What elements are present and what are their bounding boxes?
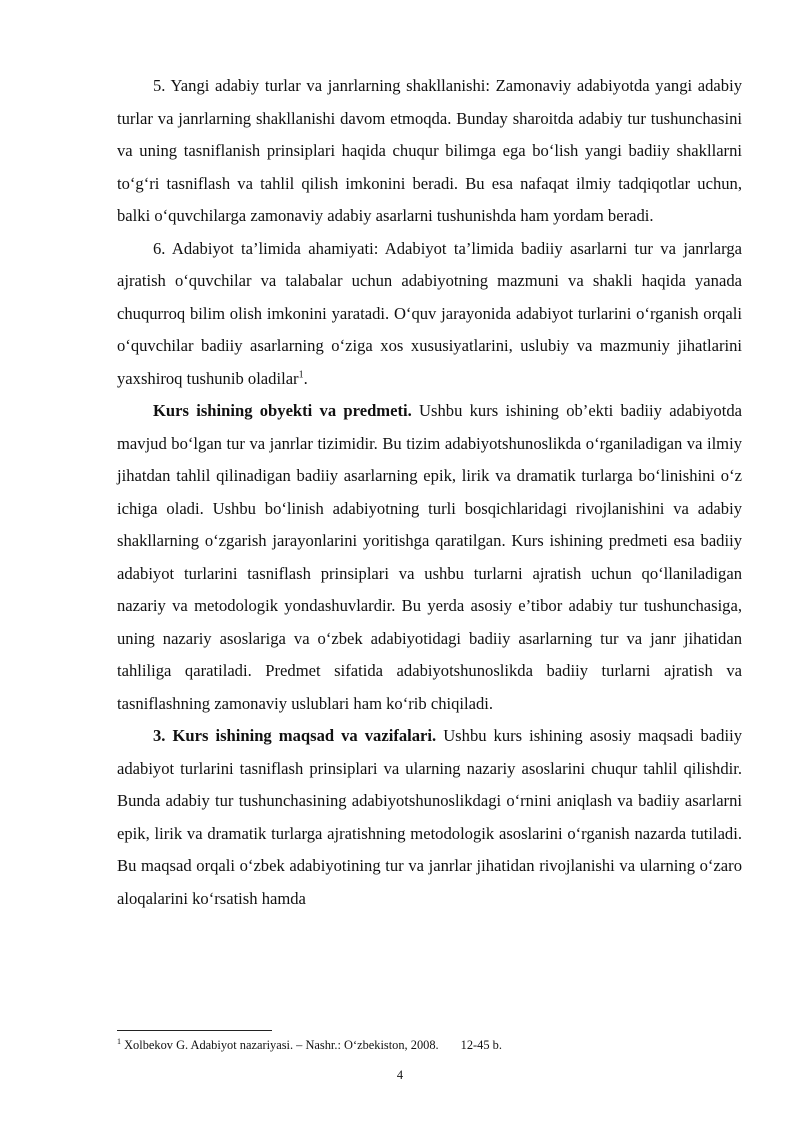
- footnote: [117, 1037, 742, 1053]
- body-text: [117, 70, 742, 915]
- paragraph-text: Ushbu kurs ishining asosiy maqsadi badiiy adabiyot turlarini tasniflash prinsiplari va ularning nazariy asoslarini chuqur tahlil qilishdir. Bunda adabiy tur tushunchasining adabiyotshunoslikdagi o‘rnini aniqlash va badiiy asarlarni epik, lirik va dramatik turlarga ajratishning metodologik asoslarini o‘rganish nazarda tutiladi. Bu maqsad orqali o‘zbek adabiyotining tur va janrlar jihatidan rivojlanishi va ularning o‘zaro aloqalarini ko‘rsatish hamda: [117, 726, 742, 908]
- paragraph-heading: Kurs ishining obyekti va predmeti.: [153, 401, 412, 420]
- paragraph-text: 6. Adabiyot ta’limida ahamiyati: Adabiyot ta’limida badiiy asarlarni tur va janrlarga ajratish o‘quvchilar va talabalar uchun adabiyotning mazmuni va shakli haqida yanada chuqurroq bilim olish imkonini yaratadi. O‘quv jarayonida adabiyot turlarini o‘rganish orqali o‘quvchilar badiiy asarlarning o‘ziga xos xususiyatlarini, uslubiy va mazmuniy jihatlarini yaxshiroq tushunib oladilar: [117, 238, 742, 388]
- footnote-text: Xolbekov G. Adabiyot nazariyasi. – Nashr.: O‘zbekiston, 2008.: [124, 1038, 439, 1052]
- paragraph-object-subject: [117, 395, 742, 720]
- paragraph-new-genres: [117, 70, 742, 233]
- paragraph-text: 5. Yangi adabiy turlar va janrlarning shakllanishi: Zamonaviy adabiyotda yangi adabiy turlar va janrlarning shakllanishi davom etmoqda. Bunday sharoitda adabiy tur tushunchasini va uning tasniflanish prinsiplari haqida chuqur bilimga ega bo‘lish yangi badiiy shakllarni to‘g‘ri tasniflash va tahlil qilish imkonini beradi. Bu esa nafaqat ilmiy tadqiqotlar uchun, balki o‘quvchilarga zamonaviy adabiy asarlarni tushunishda ham yordam beradi.: [117, 76, 742, 225]
- paragraph-education-importance: [117, 233, 742, 396]
- footnote-reference[interactable]: 1: [298, 368, 304, 380]
- page-number: 4: [396, 1068, 404, 1082]
- footnote-divider: [117, 1030, 272, 1031]
- footnote-marker: 1: [117, 1036, 121, 1046]
- footnote-pages: 12-45 b.: [460, 1038, 502, 1052]
- paragraph-heading: 3. Kurs ishining maqsad va vazifalari.: [153, 726, 437, 745]
- paragraph-tail: .: [303, 368, 308, 388]
- paragraph-goals-tasks: [117, 720, 742, 915]
- paragraph-text: Ushbu kurs ishining ob’ekti badiiy adabiyotda mavjud bo‘lgan tur va janrlar tizimidir. Bu tizim adabiyotshunoslikda o‘rganiladigan va ilmiy jihatdan tahlil qilinadigan badiiy asarlarning epik, lirik va dramatik turlarga bo‘linishini o‘z ichiga oladi. Ushbu bo‘linish adabiyotning turli bosqichlaridagi rivojlanishini va adabiy shakllarning o‘zgarish jarayonlarini yoritishga qaratilgan. Kurs ishining predmeti esa badiiy adabiyot turlarini tasniflash prinsiplari va ushbu turlarni ajratish uchun qo‘llaniladigan nazariy va metodologik yondashuvlardir. Bu yerda asosiy e’tibor adabiy tur tushunchasiga, uning nazariy asoslariga va o‘zbek adabiyotidagi badiiy asarlarning tur va janr jihatidan tahliliga qaratiladi. Predmet sifatida adabiyotshunoslikda badiiy turlarni ajratish va tasniflashning zamonaviy uslublari ham ko‘rib chiqiladi.: [117, 401, 742, 713]
